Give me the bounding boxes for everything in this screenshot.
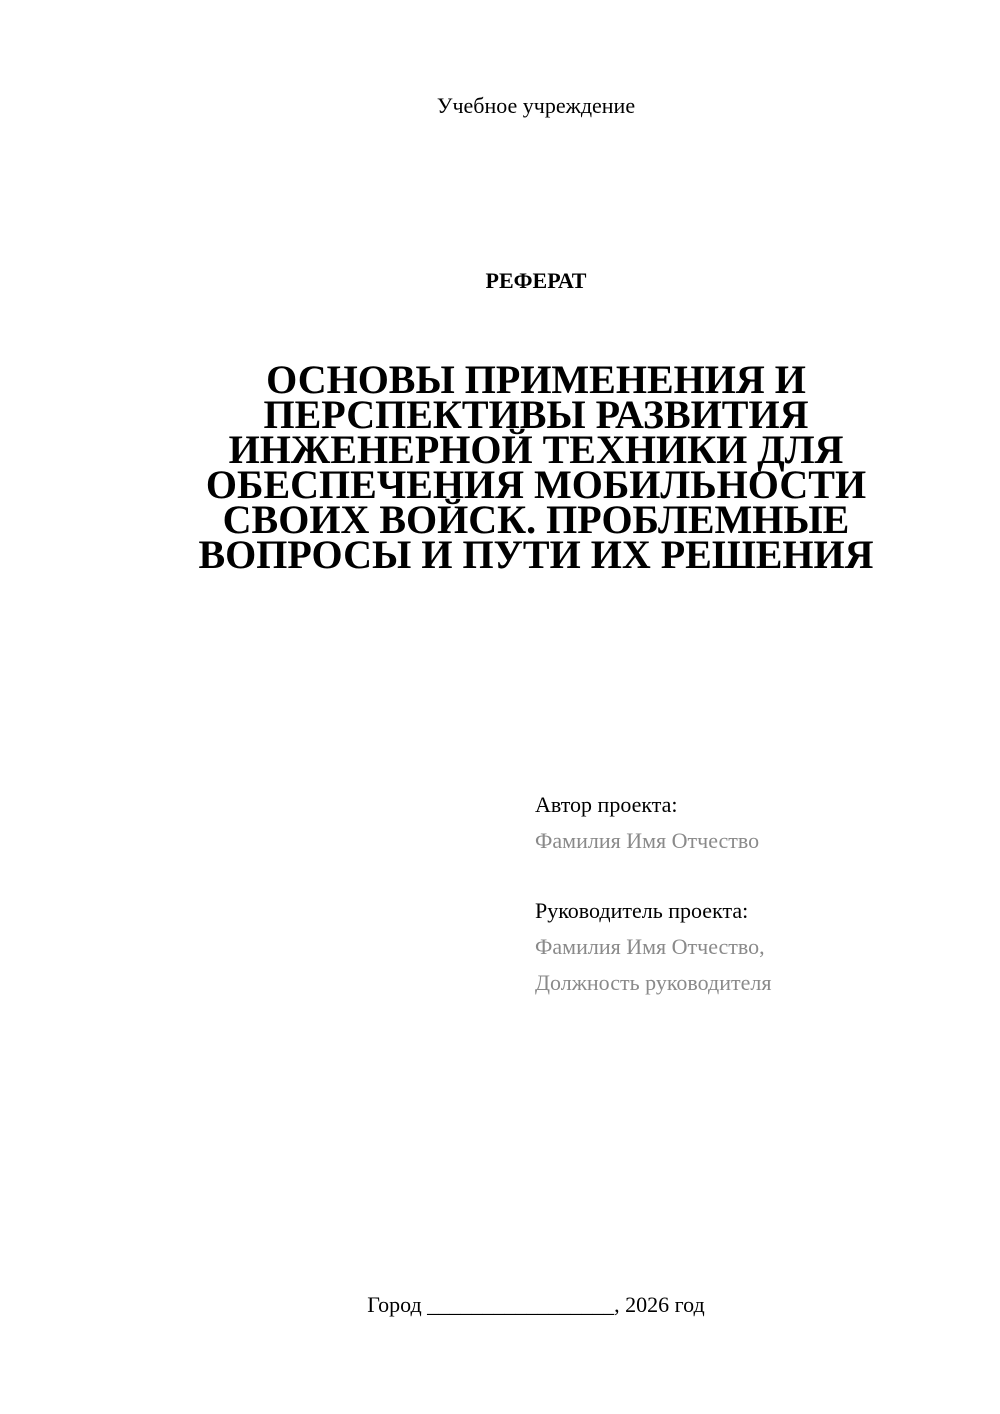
year-text: , 2026 год <box>614 1292 705 1317</box>
topic-line: ОСНОВЫ ПРИМЕНЕНИЯ И <box>266 357 806 402</box>
topic-title <box>186 357 886 577</box>
supervisor-label: Руководитель проекта: <box>535 898 749 923</box>
city-year-line <box>0 1290 1000 1320</box>
author-name: Фамилия Имя Отчество <box>535 828 760 853</box>
document-type: РЕФЕРАТ <box>485 268 587 293</box>
topic-line: СВОИХ ВОЙСК. ПРОБЛЕМНЫЕ <box>222 497 850 542</box>
topic-line: ПЕРСПЕКТИВЫ РАЗВИТИЯ <box>263 392 809 437</box>
supervisor-block <box>535 893 771 1001</box>
supervisor-name: Фамилия Имя Отчество, <box>535 934 765 959</box>
topic-line: ИНЖЕНЕРНОЙ ТЕХНИКИ ДЛЯ <box>228 427 844 472</box>
topic-line: ОБЕСПЕЧЕНИЯ МОБИЛЬНОСТИ <box>205 462 867 507</box>
institution-name: Учебное учреждение <box>436 93 636 118</box>
author-label: Автор проекта: <box>535 792 678 817</box>
topic-line: ВОПРОСЫ И ПУТИ ИХ РЕШЕНИЯ <box>198 532 874 577</box>
supervisor-position: Должность руководителя <box>535 970 772 995</box>
city-blank: _________________ <box>427 1292 615 1317</box>
author-block <box>535 787 759 859</box>
city-label: Город <box>367 1292 422 1317</box>
